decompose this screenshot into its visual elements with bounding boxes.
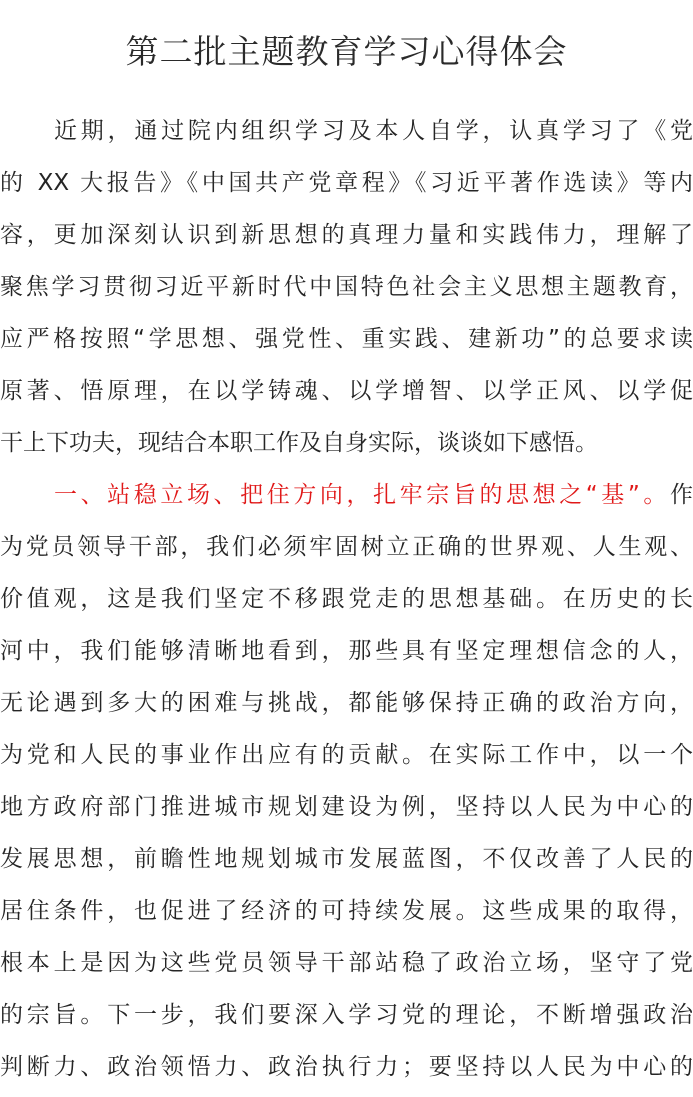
paragraph-line: 河中，我们能够清晰地看到，那些具有坚定理想信念的人， [0, 638, 693, 664]
paragraph-line: 地方政府部门推进城市规划建设为例，坚持以人民为中心的 [0, 794, 693, 820]
paragraph-line: 的 XX 大报告》《中国共产党章程》《习近平著作选读》等内 [0, 170, 693, 196]
paragraph-line: 聚焦学习贯彻习近平新时代中国特色社会主义思想主题教育， [0, 274, 693, 300]
paragraph-line: 应严格按照“学思想、强党性、重实践、建新功”的总要求读 [0, 326, 693, 352]
paragraph-line: 为党员领导干部，我们必须牢固树立正确的世界观、人生观、 [0, 534, 693, 560]
paragraph-line: 干上下功夫，现结合本职工作及自身实际，谈谈如下感悟。 [0, 430, 598, 456]
paragraph-line: 发展思想，前瞻性地规划城市发展蓝图，不仅改善了人民的 [0, 846, 693, 872]
paragraph-line: 判断力、政治领悟力、政治执行力；要坚持以人民为中心的 [0, 1054, 693, 1080]
paragraph-line: 价值观，这是我们坚定不移跟党走的思想基础。在历史的长 [0, 586, 693, 612]
document-body [0, 105, 693, 1093]
page-title: 第二批主题教育学习心得体会 [125, 32, 568, 71]
paragraph-line: 根本上是因为这些党员领导干部站稳了政治立场，坚守了党 [0, 950, 693, 976]
paragraph-line: 原著、悟原理，在以学铸魂、以学增智、以学正风、以学促 [0, 378, 693, 404]
heading-line-continuation: 作 [670, 482, 693, 508]
section-heading: 一、站稳立场、把住方向，扎牢宗旨的思想之“基”。 [54, 482, 670, 508]
paragraph-line: 居住条件，也促进了经济的可持续发展。这些成果的取得， [0, 898, 693, 924]
paragraph-line: 无论遇到多大的困难与挑战，都能够保持正确的政治方向， [0, 690, 693, 716]
section-heading-line [0, 469, 693, 521]
paragraph-line: 容，更加深刻认识到新思想的真理力量和实践伟力，理解了 [0, 222, 693, 248]
paragraph-line: 为党和人民的事业作出应有的贡献。在实际工作中，以一个 [0, 742, 693, 768]
paragraph-line: 近期，通过院内组织学习及本人自学，认真学习了《党 [54, 118, 693, 144]
paragraph-line: 的宗旨。下一步，我们要深入学习党的理论，不断增强政治 [0, 1002, 693, 1028]
